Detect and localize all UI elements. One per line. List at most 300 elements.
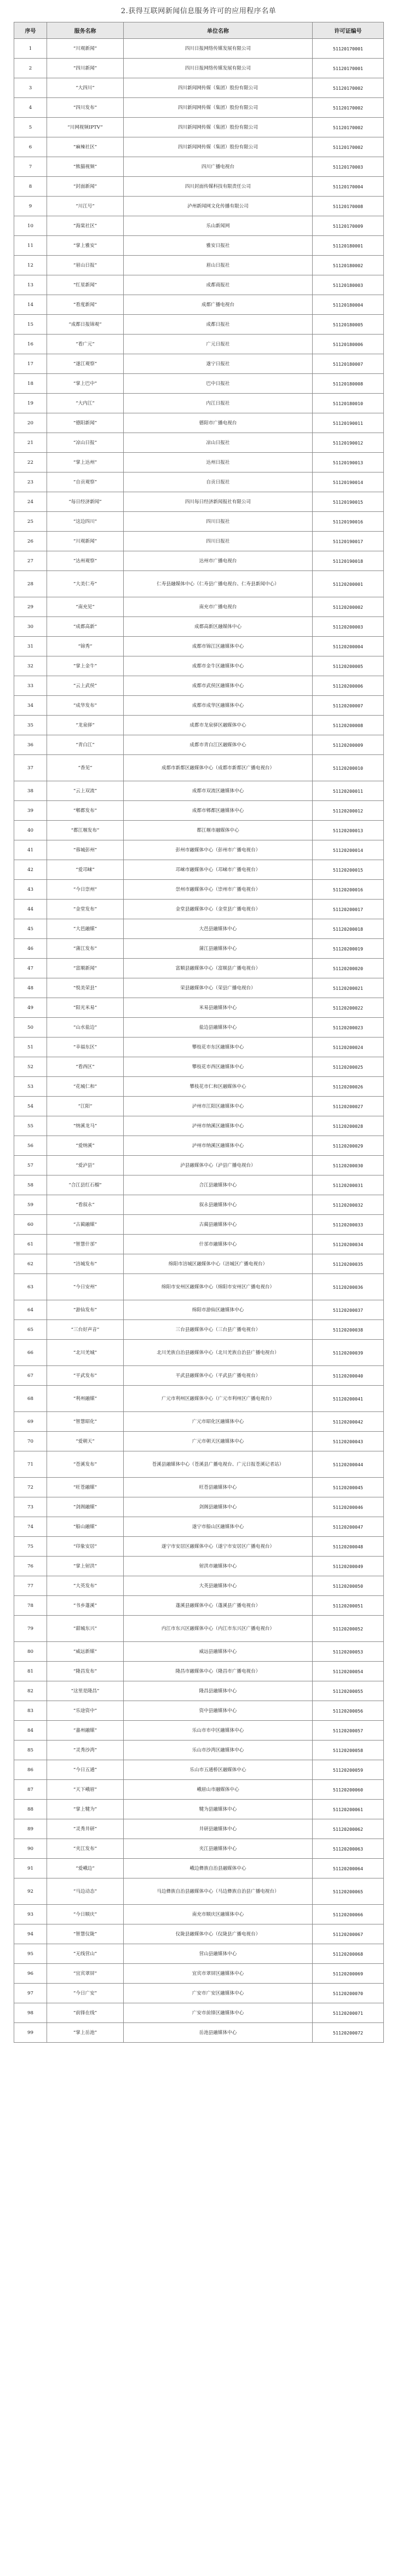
unit-name-cell: 广安市前锋区融媒体中心 — [124, 2003, 313, 2023]
row-number-cell: 52 — [14, 1057, 47, 1077]
license-number-cell: 51120200053 — [313, 1642, 384, 1662]
service-name-cell: “嘉州融媒” — [47, 1721, 124, 1741]
table-row — [14, 1235, 384, 1254]
license-number-cell: 51120190012 — [313, 433, 384, 453]
service-name-cell: “每日经济新闻” — [47, 492, 124, 512]
unit-name-cell: 乐山市五通桥区融媒体中心 — [124, 1760, 313, 1780]
service-name-cell: “香见” — [47, 755, 124, 781]
row-number-cell: 37 — [14, 755, 47, 781]
license-number-cell: 51120200063 — [313, 1839, 384, 1859]
row-number-cell: 21 — [14, 433, 47, 453]
license-number-cell: 51120200015 — [313, 860, 384, 880]
row-number-cell: 91 — [14, 1859, 47, 1878]
service-name-cell: “合江县红石榴” — [47, 1175, 124, 1195]
service-name-cell: “船山融媒” — [47, 1517, 124, 1537]
row-number-cell: 79 — [14, 1616, 47, 1642]
license-number-cell: 51120200043 — [313, 1432, 384, 1451]
row-number-cell: 47 — [14, 959, 47, 978]
row-number-cell: 74 — [14, 1517, 47, 1537]
unit-name-cell: 成都市成华区融媒体中心 — [124, 696, 313, 716]
unit-name-cell: 四川封面传媒科技有限责任公司 — [124, 177, 313, 197]
service-name-cell: “川观新闻” — [47, 532, 124, 551]
row-number-cell: 22 — [14, 453, 47, 472]
row-number-cell: 58 — [14, 1175, 47, 1195]
row-number-cell: 5 — [14, 118, 47, 137]
unit-name-cell: 邛崃市融媒体中心（邛崃市广播电视台） — [124, 860, 313, 880]
license-number-cell: 51120200057 — [313, 1721, 384, 1741]
table-row — [14, 880, 384, 900]
row-number-cell: 76 — [14, 1557, 47, 1576]
row-number-cell: 42 — [14, 860, 47, 880]
service-name-cell: “川江号” — [47, 197, 124, 216]
unit-name-cell: 四川日报网络传媒发展有限公司 — [124, 59, 313, 78]
license-number-cell: 51120200042 — [313, 1412, 384, 1432]
unit-name-cell: 遂宁市安居区融媒体中心（遂宁市安居区广播电视台） — [124, 1537, 313, 1557]
row-number-cell: 62 — [14, 1254, 47, 1274]
unit-name-cell: 乐山新闻网 — [124, 216, 313, 236]
license-number-cell: 51120200006 — [313, 676, 384, 696]
license-number-cell: 51120200037 — [313, 1300, 384, 1320]
row-number-cell: 23 — [14, 472, 47, 492]
table-row — [14, 1215, 384, 1235]
row-number-cell: 38 — [14, 781, 47, 801]
unit-name-cell: 大邑县融媒体中心 — [124, 919, 313, 939]
service-name-cell: “无线营山” — [47, 1944, 124, 1964]
unit-name-cell: 广安市广安区融媒体中心 — [124, 1984, 313, 2003]
license-number-cell: 51120170008 — [313, 197, 384, 216]
license-number-cell: 51120200032 — [313, 1195, 384, 1215]
row-number-cell: 80 — [14, 1642, 47, 1662]
service-name-cell: “看叙永” — [47, 1195, 124, 1215]
row-number-cell: 17 — [14, 354, 47, 374]
license-number-cell: 51120190017 — [313, 532, 384, 551]
license-number-cell: 51120200014 — [313, 840, 384, 860]
table-row — [14, 821, 384, 840]
table-row — [14, 512, 384, 532]
license-number-cell: 51120170002 — [313, 98, 384, 118]
table-row — [14, 900, 384, 919]
row-number-cell: 72 — [14, 1478, 47, 1497]
license-number-cell: 51120200068 — [313, 1944, 384, 1964]
header-unit-name: 单位名称 — [124, 22, 313, 39]
row-number-cell: 65 — [14, 1320, 47, 1340]
row-number-cell: 61 — [14, 1235, 47, 1254]
table-row — [14, 1701, 384, 1721]
license-number-cell: 51120200020 — [313, 959, 384, 978]
row-number-cell: 77 — [14, 1576, 47, 1596]
row-number-cell: 24 — [14, 492, 47, 512]
license-number-cell: 51120170009 — [313, 216, 384, 236]
table-row — [14, 1557, 384, 1576]
service-name-cell: “海棠社区” — [47, 216, 124, 236]
table-row — [14, 1681, 384, 1701]
table-row — [14, 735, 384, 755]
table-row — [14, 1432, 384, 1451]
row-number-cell: 11 — [14, 236, 47, 256]
row-number-cell: 93 — [14, 1905, 47, 1924]
table-row — [14, 1116, 384, 1136]
license-number-cell: 51120200052 — [313, 1616, 384, 1642]
unit-name-cell: 德阳市广播电视台 — [124, 413, 313, 433]
table-row — [14, 1800, 384, 1819]
service-name-cell: “蓉城彭州” — [47, 840, 124, 860]
table-row — [14, 1642, 384, 1662]
service-name-cell: “川网视频IPTV” — [47, 118, 124, 137]
row-number-cell: 85 — [14, 1741, 47, 1760]
table-row — [14, 1274, 384, 1300]
table-row — [14, 197, 384, 216]
table-row — [14, 637, 384, 656]
license-number-cell: 51120200011 — [313, 781, 384, 801]
license-number-cell: 51120200070 — [313, 1984, 384, 2003]
service-name-cell: “掌上岳池” — [47, 2023, 124, 2043]
license-number-cell: 51120200046 — [313, 1497, 384, 1517]
service-name-cell: “爱邛崃” — [47, 860, 124, 880]
table-row — [14, 137, 384, 157]
table-row — [14, 118, 384, 137]
license-number-cell: 51120200065 — [313, 1878, 384, 1905]
table-row — [14, 939, 384, 959]
license-number-cell: 51120200071 — [313, 2003, 384, 2023]
unit-name-cell: 成都市龙泉驿区融媒体中心 — [124, 716, 313, 735]
table-row — [14, 998, 384, 1018]
unit-name-cell: 乐山市市中区融媒体中心 — [124, 1721, 313, 1741]
unit-name-cell: 四川每日经济新闻报社有限公司 — [124, 492, 313, 512]
unit-name-cell: 苍溪县融媒体中心（苍溪县广播电视台、广元日报苍溪记者站） — [124, 1451, 313, 1478]
service-name-cell: “今日五通” — [47, 1760, 124, 1780]
table-row — [14, 2003, 384, 2023]
service-name-cell: “今日崇州” — [47, 880, 124, 900]
unit-name-cell: 成都市青白江区融媒体中心 — [124, 735, 313, 755]
header-service-name: 服务名称 — [47, 22, 124, 39]
row-number-cell: 36 — [14, 735, 47, 755]
license-number-cell: 51120180008 — [313, 374, 384, 394]
service-name-cell: “凉山日报” — [47, 433, 124, 453]
service-name-cell: “智慧什邡” — [47, 1235, 124, 1254]
service-name-cell: “自贡观察” — [47, 472, 124, 492]
table-row — [14, 472, 384, 492]
unit-name-cell: 泸州新闻网文化传播有限公司 — [124, 197, 313, 216]
table-row — [14, 433, 384, 453]
license-number-cell: 51120200039 — [313, 1340, 384, 1366]
license-number-cell: 51120190018 — [313, 551, 384, 571]
service-name-cell: “爱泸县” — [47, 1156, 124, 1175]
license-number-cell: 51120170002 — [313, 78, 384, 98]
license-number-cell: 51120200040 — [313, 1366, 384, 1386]
license-number-cell: 51120200061 — [313, 1800, 384, 1819]
license-number-cell: 51120200004 — [313, 637, 384, 656]
license-number-cell: 51120200031 — [313, 1175, 384, 1195]
license-number-cell: 51120200028 — [313, 1116, 384, 1136]
service-name-cell: “云上武侯” — [47, 676, 124, 696]
license-number-cell: 51120200033 — [313, 1215, 384, 1235]
unit-name-cell: 富顺县融媒体中心（富顺县广播电视台） — [124, 959, 313, 978]
service-name-cell: “三台好声音” — [47, 1320, 124, 1340]
row-number-cell: 30 — [14, 617, 47, 637]
unit-name-cell: 四川新闻网传媒（集团）股份有限公司 — [124, 98, 313, 118]
row-number-cell: 31 — [14, 637, 47, 656]
service-name-cell: “遂江观察” — [47, 354, 124, 374]
row-number-cell: 75 — [14, 1537, 47, 1557]
unit-name-cell: 井研县融媒体中心 — [124, 1819, 313, 1839]
unit-name-cell: 内江日报社 — [124, 394, 313, 413]
license-number-cell: 51120170003 — [313, 157, 384, 177]
row-number-cell: 57 — [14, 1156, 47, 1175]
table-row — [14, 492, 384, 512]
license-number-cell: 51120200038 — [313, 1320, 384, 1340]
service-name-cell: “北川羌城” — [47, 1340, 124, 1366]
service-name-cell: “龙泉驿” — [47, 716, 124, 735]
license-number-cell: 51120200059 — [313, 1760, 384, 1780]
service-name-cell: “苍溪发布” — [47, 1451, 124, 1478]
table-row — [14, 1984, 384, 2003]
service-name-cell: “蒲江发布” — [47, 939, 124, 959]
service-name-cell: “游仙发布” — [47, 1300, 124, 1320]
unit-name-cell: 崇州市融媒体中心（崇州市广播电视台） — [124, 880, 313, 900]
table-row — [14, 1616, 384, 1642]
table-row — [14, 354, 384, 374]
row-number-cell: 88 — [14, 1800, 47, 1819]
row-number-cell: 14 — [14, 295, 47, 315]
license-number-cell: 51120200066 — [313, 1905, 384, 1924]
service-name-cell: “南充见” — [47, 597, 124, 617]
unit-name-cell: 隆昌县融媒体中心 — [124, 1681, 313, 1701]
table-row — [14, 840, 384, 860]
row-number-cell: 67 — [14, 1366, 47, 1386]
unit-name-cell: 绵阳市涪城区融媒体中心（涪城区广播电视台） — [124, 1254, 313, 1274]
service-name-cell: “涪城发布” — [47, 1254, 124, 1274]
table-row — [14, 453, 384, 472]
unit-name-cell: 四川广播电视台 — [124, 157, 313, 177]
unit-name-cell: 四川日报社 — [124, 512, 313, 532]
service-name-cell: “幸福东区” — [47, 1038, 124, 1057]
row-number-cell: 8 — [14, 177, 47, 197]
row-number-cell: 2 — [14, 59, 47, 78]
license-number-cell: 51120170001 — [313, 39, 384, 59]
license-number-cell: 51120200029 — [313, 1136, 384, 1156]
service-name-cell: “掌上金牛” — [47, 656, 124, 676]
unit-name-cell: 营山县融媒体中心 — [124, 1944, 313, 1964]
row-number-cell: 78 — [14, 1596, 47, 1616]
service-name-cell: “花城仁和” — [47, 1077, 124, 1097]
table-row — [14, 1721, 384, 1741]
row-number-cell: 41 — [14, 840, 47, 860]
row-number-cell: 50 — [14, 1018, 47, 1038]
row-number-cell: 40 — [14, 821, 47, 840]
row-number-cell: 92 — [14, 1878, 47, 1905]
license-number-cell: 51120200051 — [313, 1596, 384, 1616]
unit-name-cell: 旺苍县融媒体中心 — [124, 1478, 313, 1497]
unit-name-cell: 金堂县融媒体中心（金堂县广播电视台） — [124, 900, 313, 919]
service-name-cell: “大四川” — [47, 78, 124, 98]
table-row — [14, 1320, 384, 1340]
row-number-cell: 94 — [14, 1924, 47, 1944]
row-number-cell: 73 — [14, 1497, 47, 1517]
service-name-cell: “书乡蓬溪” — [47, 1596, 124, 1616]
license-number-cell: 51120190011 — [313, 413, 384, 433]
unit-name-cell: 泸县融媒体中心（泸县广播电视台） — [124, 1156, 313, 1175]
unit-name-cell: 攀枝花市西区融媒体中心 — [124, 1057, 313, 1077]
service-name-cell: “江阳” — [47, 1097, 124, 1116]
row-number-cell: 64 — [14, 1300, 47, 1320]
row-number-cell: 33 — [14, 676, 47, 696]
service-name-cell: “金堂发布” — [47, 900, 124, 919]
license-number-cell: 51120200056 — [313, 1701, 384, 1721]
table-row — [14, 1741, 384, 1760]
row-number-cell: 69 — [14, 1412, 47, 1432]
unit-name-cell: 成都商报社 — [124, 275, 313, 295]
table-row — [14, 157, 384, 177]
license-number-cell: 51120200054 — [313, 1662, 384, 1681]
table-row — [14, 177, 384, 197]
license-number-cell: 51120200007 — [313, 696, 384, 716]
unit-name-cell: 成都市锦江区融媒体中心 — [124, 637, 313, 656]
unit-name-cell: 彭州市融媒体中心（彭州市广播电视台） — [124, 840, 313, 860]
service-name-cell: “剑阁融媒” — [47, 1497, 124, 1517]
row-number-cell: 9 — [14, 197, 47, 216]
unit-name-cell: 射洪市融媒体中心 — [124, 1557, 313, 1576]
unit-name-cell: 广元市朝天区融媒体中心 — [124, 1432, 313, 1451]
service-name-cell: “掌上射洪” — [47, 1557, 124, 1576]
table-row — [14, 1596, 384, 1616]
unit-name-cell: 荣县融媒体中心（荣县广播电视台） — [124, 978, 313, 998]
table-row — [14, 1136, 384, 1156]
unit-name-cell: 达州市广播电视台 — [124, 551, 313, 571]
service-name-cell: “掌上巴中” — [47, 374, 124, 394]
license-number-cell: 51120200008 — [313, 716, 384, 735]
row-number-cell: 82 — [14, 1681, 47, 1701]
table-row — [14, 676, 384, 696]
service-name-cell: “这边四川” — [47, 512, 124, 532]
row-number-cell: 10 — [14, 216, 47, 236]
service-name-cell: “印象安居” — [47, 1537, 124, 1557]
table-row — [14, 39, 384, 59]
service-name-cell: “看西区” — [47, 1057, 124, 1077]
row-number-cell: 18 — [14, 374, 47, 394]
table-row — [14, 374, 384, 394]
row-number-cell: 90 — [14, 1839, 47, 1859]
unit-name-cell: 北川羌族自治县融媒体中心（北川羌族自治县广播电视台） — [124, 1340, 313, 1366]
unit-name-cell: 叙永县融媒体中心 — [124, 1195, 313, 1215]
table-row — [14, 2023, 384, 2043]
service-name-cell: “平武发布” — [47, 1366, 124, 1386]
table-row — [14, 295, 384, 315]
row-number-cell: 6 — [14, 137, 47, 157]
unit-name-cell: 成都市金牛区融媒体中心 — [124, 656, 313, 676]
row-number-cell: 43 — [14, 880, 47, 900]
row-number-cell: 86 — [14, 1760, 47, 1780]
service-name-cell: “山水盐边” — [47, 1018, 124, 1038]
unit-name-cell: 广元市昭化区融媒体中心 — [124, 1412, 313, 1432]
service-name-cell: “成都日报锦观” — [47, 315, 124, 335]
unit-name-cell: 盐边县融媒体中心 — [124, 1018, 313, 1038]
service-name-cell: “爱朝天” — [47, 1432, 124, 1451]
license-number-cell: 51120180010 — [313, 394, 384, 413]
license-number-cell: 51120200010 — [313, 755, 384, 781]
row-number-cell: 97 — [14, 1984, 47, 2003]
license-number-cell: 51120180004 — [313, 295, 384, 315]
license-number-cell: 51120200022 — [313, 998, 384, 1018]
table-row — [14, 1077, 384, 1097]
table-row — [14, 656, 384, 676]
row-number-cell: 83 — [14, 1701, 47, 1721]
table-row — [14, 959, 384, 978]
table-row — [14, 696, 384, 716]
row-number-cell: 53 — [14, 1077, 47, 1097]
license-number-cell: 51120200025 — [313, 1057, 384, 1077]
unit-name-cell: 宜宾市翠屏区融媒体中心 — [124, 1964, 313, 1984]
unit-name-cell: 合江县融媒体中心 — [124, 1175, 313, 1195]
unit-name-cell: 遂宁日报社 — [124, 354, 313, 374]
table-row — [14, 216, 384, 236]
table-header-row — [14, 22, 384, 39]
table-row — [14, 1254, 384, 1274]
unit-name-cell: 蒲江县融媒体中心 — [124, 939, 313, 959]
service-name-cell: “德阳新闻” — [47, 413, 124, 433]
service-name-cell: “看度新闻” — [47, 295, 124, 315]
table-row — [14, 1819, 384, 1839]
service-name-cell: “封面新闻” — [47, 177, 124, 197]
unit-name-cell: 平武县融媒体中心（平武县广播电视台） — [124, 1366, 313, 1386]
row-number-cell: 68 — [14, 1386, 47, 1412]
service-name-cell: “灵秀沙湾” — [47, 1741, 124, 1760]
unit-name-cell: 南充市广播电视台 — [124, 597, 313, 617]
service-name-cell: “甜城东兴” — [47, 1616, 124, 1642]
row-number-cell: 44 — [14, 900, 47, 919]
license-number-cell: 51120200072 — [313, 2023, 384, 2043]
row-number-cell: 4 — [14, 98, 47, 118]
service-name-cell: “今日安州” — [47, 1274, 124, 1300]
table-row — [14, 1517, 384, 1537]
license-number-cell: 51120200005 — [313, 656, 384, 676]
service-name-cell: “利州融媒” — [47, 1386, 124, 1412]
table-body — [14, 39, 384, 2043]
unit-name-cell: 四川新闻网传媒（集团）股份有限公司 — [124, 78, 313, 98]
service-name-cell: “大美仁寿” — [47, 571, 124, 597]
unit-name-cell: 泸州市纳溪区融媒体中心 — [124, 1136, 313, 1156]
license-number-cell: 51120190013 — [313, 453, 384, 472]
row-number-cell: 99 — [14, 2023, 47, 2043]
table-row — [14, 1537, 384, 1557]
row-number-cell: 26 — [14, 532, 47, 551]
table-row — [14, 1497, 384, 1517]
service-name-cell: “掌上达州” — [47, 453, 124, 472]
unit-name-cell: 成都市双流区融媒体中心 — [124, 781, 313, 801]
license-number-cell: 51120180001 — [313, 236, 384, 256]
table-row — [14, 275, 384, 295]
license-number-cell: 51120200069 — [313, 1964, 384, 1984]
unit-name-cell: 三台县融媒体中心（三台县广播电视台） — [124, 1320, 313, 1340]
table-row — [14, 236, 384, 256]
license-number-cell: 51120200049 — [313, 1557, 384, 1576]
table-row — [14, 335, 384, 354]
row-number-cell: 70 — [14, 1432, 47, 1451]
table-row — [14, 978, 384, 998]
license-number-cell: 51120180006 — [313, 335, 384, 354]
license-number-cell: 51120200013 — [313, 821, 384, 840]
table-row — [14, 1478, 384, 1497]
unit-name-cell: 峨眉山市融媒体中心 — [124, 1780, 313, 1800]
table-row — [14, 860, 384, 880]
license-number-cell: 51120200012 — [313, 801, 384, 821]
table-row — [14, 755, 384, 781]
service-name-cell: “古蔺融媒” — [47, 1215, 124, 1235]
table-row — [14, 78, 384, 98]
table-row — [14, 1760, 384, 1780]
license-number-cell: 51120200041 — [313, 1386, 384, 1412]
license-table — [14, 22, 384, 2043]
table-row — [14, 801, 384, 821]
